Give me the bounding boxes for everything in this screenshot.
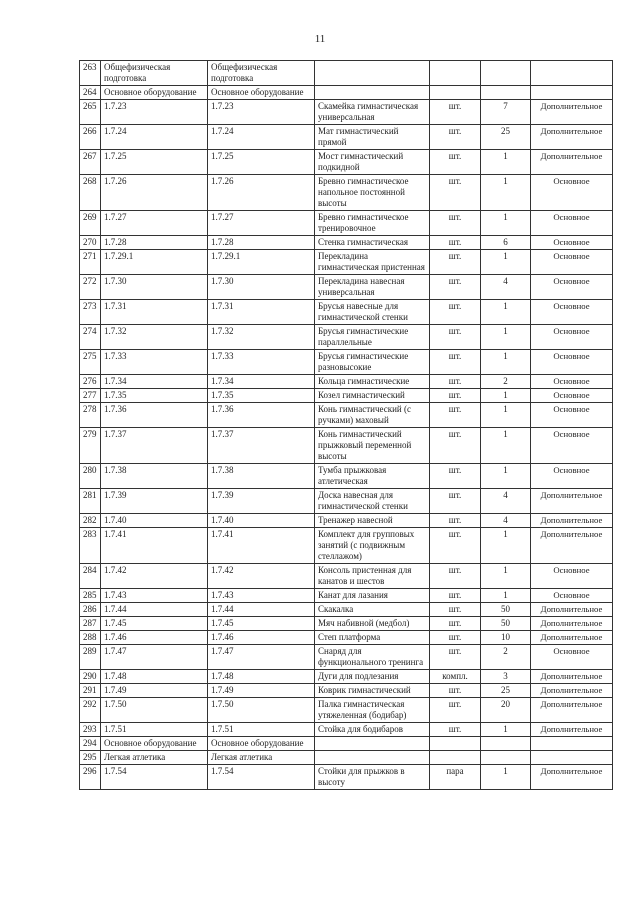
- table-row: [80, 325, 613, 350]
- quantity-cell: 1: [481, 528, 531, 564]
- code-cell-2: 1.7.29.1: [208, 250, 315, 275]
- code-cell: 1.7.44: [101, 603, 208, 617]
- unit-cell: шт.: [430, 684, 481, 698]
- table-row: [80, 684, 613, 698]
- unit-cell: шт.: [430, 428, 481, 464]
- code-cell-2: 1.7.43: [208, 589, 315, 603]
- name-cell: Брусья навесные для гимнастической стенки: [315, 300, 430, 325]
- code-cell: 1.7.45: [101, 617, 208, 631]
- row-number: 295: [80, 751, 101, 765]
- table-row: [80, 737, 613, 751]
- quantity-cell: 50: [481, 617, 531, 631]
- code-cell-2: 1.7.38: [208, 464, 315, 489]
- type-cell: Основное: [531, 350, 613, 375]
- type-cell: Дополнительное: [531, 698, 613, 723]
- type-cell: Основное: [531, 211, 613, 236]
- code-cell: 1.7.28: [101, 236, 208, 250]
- row-number: 286: [80, 603, 101, 617]
- code-cell: 1.7.42: [101, 564, 208, 589]
- quantity-cell: 6: [481, 236, 531, 250]
- unit-cell: шт.: [430, 125, 481, 150]
- code-cell-2: Общефизическая подготовка: [208, 61, 315, 86]
- code-cell: 1.7.25: [101, 150, 208, 175]
- quantity-cell: 7: [481, 100, 531, 125]
- unit-cell: шт.: [430, 100, 481, 125]
- name-cell: Стенка гимнастическая: [315, 236, 430, 250]
- name-cell: Конь гимнастический прыжковый переменной высоты: [315, 428, 430, 464]
- name-cell: Мост гимнастический подкидной: [315, 150, 430, 175]
- type-cell: Дополнительное: [531, 125, 613, 150]
- type-cell: Основное: [531, 589, 613, 603]
- equipment-table: [79, 60, 613, 790]
- name-cell: Снаряд для функционального тренинга: [315, 645, 430, 670]
- code-cell: 1.7.35: [101, 389, 208, 403]
- quantity-cell: 1: [481, 325, 531, 350]
- table-row: [80, 564, 613, 589]
- type-cell: Дополнительное: [531, 765, 613, 790]
- code-cell-2: 1.7.40: [208, 514, 315, 528]
- quantity-cell: 1: [481, 250, 531, 275]
- row-number: 287: [80, 617, 101, 631]
- unit-cell: [430, 61, 481, 86]
- row-number: 291: [80, 684, 101, 698]
- row-number: 280: [80, 464, 101, 489]
- code-cell: 1.7.48: [101, 670, 208, 684]
- name-cell: Скамейка гимнастическая универсальная: [315, 100, 430, 125]
- unit-cell: шт.: [430, 403, 481, 428]
- code-cell: 1.7.29.1: [101, 250, 208, 275]
- name-cell: Мяч набивной (медбол): [315, 617, 430, 631]
- quantity-cell: [481, 86, 531, 100]
- name-cell: Бревно гимнастическое тренировочное: [315, 211, 430, 236]
- quantity-cell: 1: [481, 211, 531, 236]
- table-row: [80, 250, 613, 275]
- code-cell: 1.7.38: [101, 464, 208, 489]
- quantity-cell: [481, 61, 531, 86]
- code-cell-2: 1.7.54: [208, 765, 315, 790]
- code-cell-2: 1.7.42: [208, 564, 315, 589]
- quantity-cell: 50: [481, 603, 531, 617]
- code-cell-2: 1.7.23: [208, 100, 315, 125]
- table-row: [80, 645, 613, 670]
- type-cell: Основное: [531, 325, 613, 350]
- table-row: [80, 389, 613, 403]
- code-cell-2: 1.7.32: [208, 325, 315, 350]
- row-number: 271: [80, 250, 101, 275]
- code-cell-2: 1.7.45: [208, 617, 315, 631]
- unit-cell: шт.: [430, 325, 481, 350]
- row-number: 275: [80, 350, 101, 375]
- table-row: [80, 211, 613, 236]
- code-cell: 1.7.51: [101, 723, 208, 737]
- row-number: 281: [80, 489, 101, 514]
- unit-cell: шт.: [430, 631, 481, 645]
- name-cell: Конь гимнастический (с ручками) маховый: [315, 403, 430, 428]
- name-cell: [315, 751, 430, 765]
- table-row: [80, 589, 613, 603]
- table-row: [80, 100, 613, 125]
- code-cell: 1.7.24: [101, 125, 208, 150]
- table-row: [80, 528, 613, 564]
- row-number: 293: [80, 723, 101, 737]
- row-number: 290: [80, 670, 101, 684]
- code-cell: 1.7.34: [101, 375, 208, 389]
- quantity-cell: 4: [481, 514, 531, 528]
- code-cell: Основное оборудование: [101, 737, 208, 751]
- unit-cell: шт.: [430, 275, 481, 300]
- code-cell-2: 1.7.44: [208, 603, 315, 617]
- unit-cell: [430, 86, 481, 100]
- quantity-cell: 4: [481, 275, 531, 300]
- name-cell: [315, 737, 430, 751]
- quantity-cell: 1: [481, 175, 531, 211]
- type-cell: Основное: [531, 403, 613, 428]
- name-cell: Брусья гимнастические параллельные: [315, 325, 430, 350]
- name-cell: Брусья гимнастические разновысокие: [315, 350, 430, 375]
- quantity-cell: 1: [481, 428, 531, 464]
- code-cell: 1.7.36: [101, 403, 208, 428]
- row-number: 273: [80, 300, 101, 325]
- table-row: [80, 698, 613, 723]
- row-number: 277: [80, 389, 101, 403]
- unit-cell: компл.: [430, 670, 481, 684]
- name-cell: Консоль пристенная для канатов и шестов: [315, 564, 430, 589]
- quantity-cell: 1: [481, 150, 531, 175]
- code-cell-2: 1.7.24: [208, 125, 315, 150]
- code-cell-2: Основное оборудование: [208, 86, 315, 100]
- code-cell-2: 1.7.30: [208, 275, 315, 300]
- code-cell: 1.7.41: [101, 528, 208, 564]
- unit-cell: шт.: [430, 514, 481, 528]
- code-cell: 1.7.32: [101, 325, 208, 350]
- table-row: [80, 175, 613, 211]
- type-cell: Основное: [531, 300, 613, 325]
- type-cell: Дополнительное: [531, 514, 613, 528]
- name-cell: Дуги для подлезания: [315, 670, 430, 684]
- code-cell: 1.7.50: [101, 698, 208, 723]
- code-cell-2: 1.7.31: [208, 300, 315, 325]
- code-cell: 1.7.46: [101, 631, 208, 645]
- table-row: [80, 428, 613, 464]
- unit-cell: шт.: [430, 528, 481, 564]
- type-cell: Основное: [531, 389, 613, 403]
- name-cell: Перекладина гимнастическая пристенная: [315, 250, 430, 275]
- code-cell-2: 1.7.25: [208, 150, 315, 175]
- row-number: 272: [80, 275, 101, 300]
- name-cell: Тренажер навесной: [315, 514, 430, 528]
- row-number: 276: [80, 375, 101, 389]
- unit-cell: шт.: [430, 564, 481, 589]
- quantity-cell: 1: [481, 589, 531, 603]
- type-cell: Дополнительное: [531, 150, 613, 175]
- name-cell: Стойки для прыжков в высоту: [315, 765, 430, 790]
- unit-cell: шт.: [430, 698, 481, 723]
- type-cell: Дополнительное: [531, 528, 613, 564]
- table-row: [80, 723, 613, 737]
- unit-cell: шт.: [430, 250, 481, 275]
- code-cell: 1.7.40: [101, 514, 208, 528]
- table-row: [80, 275, 613, 300]
- unit-cell: шт.: [430, 464, 481, 489]
- code-cell-2: 1.7.41: [208, 528, 315, 564]
- table-row: [80, 670, 613, 684]
- row-number: 294: [80, 737, 101, 751]
- type-cell: Основное: [531, 250, 613, 275]
- quantity-cell: 10: [481, 631, 531, 645]
- name-cell: Кольца гимнастические: [315, 375, 430, 389]
- code-cell-2: Легкая атлетика: [208, 751, 315, 765]
- table-row: [80, 61, 613, 86]
- quantity-cell: 1: [481, 723, 531, 737]
- code-cell: Общефизическая подготовка: [101, 61, 208, 86]
- row-number: 296: [80, 765, 101, 790]
- code-cell: 1.7.49: [101, 684, 208, 698]
- code-cell-2: 1.7.51: [208, 723, 315, 737]
- unit-cell: шт.: [430, 300, 481, 325]
- name-cell: Канат для лазания: [315, 589, 430, 603]
- row-number: 284: [80, 564, 101, 589]
- type-cell: Дополнительное: [531, 489, 613, 514]
- type-cell: Основное: [531, 645, 613, 670]
- name-cell: Бревно гимнастическое напольное постоянной высоты: [315, 175, 430, 211]
- code-cell-2: 1.7.27: [208, 211, 315, 236]
- code-cell: 1.7.30: [101, 275, 208, 300]
- code-cell-2: 1.7.26: [208, 175, 315, 211]
- unit-cell: шт.: [430, 617, 481, 631]
- table-row: [80, 751, 613, 765]
- type-cell: Дополнительное: [531, 603, 613, 617]
- name-cell: Коврик гимнастический: [315, 684, 430, 698]
- code-cell: 1.7.37: [101, 428, 208, 464]
- row-number: 288: [80, 631, 101, 645]
- unit-cell: шт.: [430, 645, 481, 670]
- row-number: 269: [80, 211, 101, 236]
- unit-cell: шт.: [430, 211, 481, 236]
- quantity-cell: 2: [481, 375, 531, 389]
- unit-cell: [430, 751, 481, 765]
- table-row: [80, 489, 613, 514]
- code-cell-2: 1.7.33: [208, 350, 315, 375]
- unit-cell: шт.: [430, 603, 481, 617]
- unit-cell: шт.: [430, 150, 481, 175]
- code-cell: 1.7.43: [101, 589, 208, 603]
- type-cell: Основное: [531, 275, 613, 300]
- quantity-cell: 1: [481, 765, 531, 790]
- code-cell: 1.7.31: [101, 300, 208, 325]
- type-cell: Основное: [531, 375, 613, 389]
- type-cell: Дополнительное: [531, 617, 613, 631]
- unit-cell: шт.: [430, 489, 481, 514]
- code-cell-2: 1.7.47: [208, 645, 315, 670]
- table-row: [80, 300, 613, 325]
- row-number: 263: [80, 61, 101, 86]
- table-row: [80, 603, 613, 617]
- table-row: [80, 150, 613, 175]
- page-number: 11: [314, 33, 326, 45]
- name-cell: [315, 86, 430, 100]
- quantity-cell: 4: [481, 489, 531, 514]
- unit-cell: шт.: [430, 350, 481, 375]
- code-cell: 1.7.54: [101, 765, 208, 790]
- unit-cell: шт.: [430, 236, 481, 250]
- table-row: [80, 350, 613, 375]
- row-number: 270: [80, 236, 101, 250]
- name-cell: Тумба прыжковая атлетическая: [315, 464, 430, 489]
- table-row: [80, 86, 613, 100]
- quantity-cell: 25: [481, 125, 531, 150]
- quantity-cell: 2: [481, 645, 531, 670]
- code-cell-2: 1.7.34: [208, 375, 315, 389]
- row-number: 292: [80, 698, 101, 723]
- code-cell-2: 1.7.36: [208, 403, 315, 428]
- row-number: 266: [80, 125, 101, 150]
- code-cell-2: 1.7.39: [208, 489, 315, 514]
- name-cell: Скакалка: [315, 603, 430, 617]
- code-cell: Основное оборудование: [101, 86, 208, 100]
- table-row: [80, 236, 613, 250]
- type-cell: [531, 61, 613, 86]
- name-cell: Стойка для бодибаров: [315, 723, 430, 737]
- quantity-cell: 3: [481, 670, 531, 684]
- type-cell: Дополнительное: [531, 723, 613, 737]
- code-cell-2: 1.7.35: [208, 389, 315, 403]
- row-number: 289: [80, 645, 101, 670]
- quantity-cell: [481, 751, 531, 765]
- table-row: [80, 765, 613, 790]
- row-number: 268: [80, 175, 101, 211]
- row-number: 282: [80, 514, 101, 528]
- unit-cell: шт.: [430, 723, 481, 737]
- quantity-cell: 1: [481, 350, 531, 375]
- table-row: [80, 514, 613, 528]
- type-cell: Основное: [531, 464, 613, 489]
- row-number: 278: [80, 403, 101, 428]
- code-cell: 1.7.39: [101, 489, 208, 514]
- type-cell: [531, 86, 613, 100]
- name-cell: Степ платформа: [315, 631, 430, 645]
- code-cell-2: 1.7.48: [208, 670, 315, 684]
- table-row: [80, 403, 613, 428]
- name-cell: Доска навесная для гимнастической стенки: [315, 489, 430, 514]
- unit-cell: пара: [430, 765, 481, 790]
- quantity-cell: 1: [481, 300, 531, 325]
- type-cell: Основное: [531, 428, 613, 464]
- code-cell: 1.7.26: [101, 175, 208, 211]
- row-number: 285: [80, 589, 101, 603]
- quantity-cell: 1: [481, 564, 531, 589]
- row-number: 279: [80, 428, 101, 464]
- name-cell: Перекладина навесная универсальная: [315, 275, 430, 300]
- type-cell: Основное: [531, 236, 613, 250]
- name-cell: [315, 61, 430, 86]
- table-row: [80, 631, 613, 645]
- row-number: 283: [80, 528, 101, 564]
- name-cell: Комплект для групповых занятий (с подвижным стеллажом): [315, 528, 430, 564]
- row-number: 267: [80, 150, 101, 175]
- type-cell: Дополнительное: [531, 100, 613, 125]
- table-row: [80, 125, 613, 150]
- row-number: 265: [80, 100, 101, 125]
- unit-cell: [430, 737, 481, 751]
- name-cell: Козел гимнастический: [315, 389, 430, 403]
- code-cell: 1.7.27: [101, 211, 208, 236]
- unit-cell: шт.: [430, 375, 481, 389]
- quantity-cell: 1: [481, 464, 531, 489]
- code-cell: Легкая атлетика: [101, 751, 208, 765]
- quantity-cell: 20: [481, 698, 531, 723]
- name-cell: Мат гимнастический прямой: [315, 125, 430, 150]
- unit-cell: шт.: [430, 175, 481, 211]
- table-body: [80, 61, 613, 790]
- type-cell: [531, 737, 613, 751]
- table-row: [80, 617, 613, 631]
- code-cell-2: 1.7.37: [208, 428, 315, 464]
- code-cell-2: Основное оборудование: [208, 737, 315, 751]
- quantity-cell: [481, 737, 531, 751]
- unit-cell: шт.: [430, 389, 481, 403]
- quantity-cell: 1: [481, 389, 531, 403]
- code-cell-2: 1.7.28: [208, 236, 315, 250]
- type-cell: Основное: [531, 564, 613, 589]
- type-cell: Дополнительное: [531, 684, 613, 698]
- code-cell: 1.7.33: [101, 350, 208, 375]
- table-row: [80, 464, 613, 489]
- type-cell: Основное: [531, 175, 613, 211]
- code-cell: 1.7.23: [101, 100, 208, 125]
- code-cell-2: 1.7.50: [208, 698, 315, 723]
- name-cell: Палка гимнастическая утяжеленная (бодибар): [315, 698, 430, 723]
- code-cell: 1.7.47: [101, 645, 208, 670]
- quantity-cell: 25: [481, 684, 531, 698]
- code-cell-2: 1.7.49: [208, 684, 315, 698]
- quantity-cell: 1: [481, 403, 531, 428]
- type-cell: Дополнительное: [531, 631, 613, 645]
- type-cell: Дополнительное: [531, 670, 613, 684]
- unit-cell: шт.: [430, 589, 481, 603]
- type-cell: [531, 751, 613, 765]
- code-cell-2: 1.7.46: [208, 631, 315, 645]
- table-row: [80, 375, 613, 389]
- row-number: 264: [80, 86, 101, 100]
- row-number: 274: [80, 325, 101, 350]
